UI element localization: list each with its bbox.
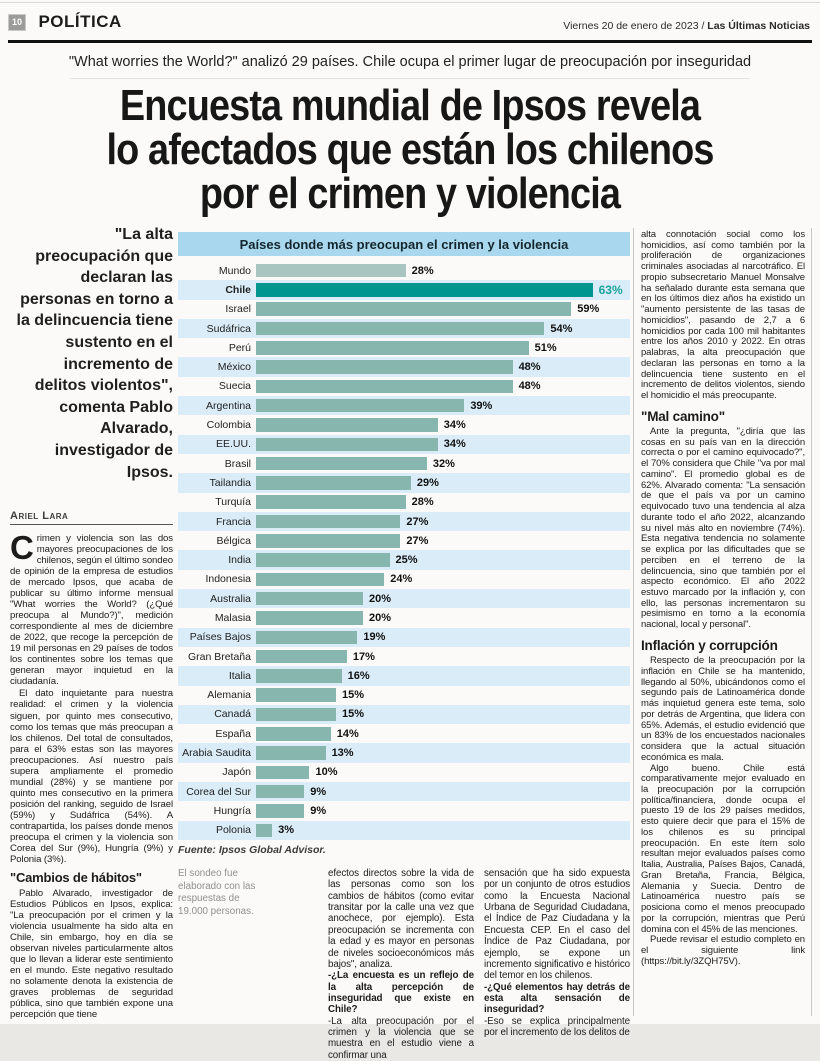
chart-bar [256, 553, 390, 567]
paragraph: efectos directos sobre la vida de las personas como son los cambios de hábitos (como evitar transitar por la calle una vez que anochece, por ejemplo). Esta preocupación se incrementa con la edad y es mayor en personas de niveles socioeconómicos más bajos", analiza. [328, 868, 474, 970]
headline-line-3: por el crimen y violencia [199, 169, 621, 218]
chart-bar [256, 650, 347, 664]
chart-bar-track [256, 686, 630, 705]
chart-value-label: 27% [406, 534, 429, 547]
paragraph: alta connotación social como los homicidios, así como también por la proliferación de organizaciones criminales asociadas al narcotráfico. El propio subsecretario Manuel Monsalve ha señalado durante esta semana que en los últimos diez años ha existido un "aumento persistente de las tasas de homicidios", pasando de 2,7 a 6 homicidios por cada 100 mil habitantes entre los años 2010 y 2022. En otras palabras, la alta preocupación que declaran las personas en torno a la delincuencia tiene sustento en el incremento de delitos violentos, siendo el homicidio el más preocupante. [641, 229, 805, 402]
chart-bar [256, 438, 438, 452]
chart-value-label: 29% [416, 476, 439, 489]
chart-category-label: México [217, 361, 251, 374]
chart-category-label: España [215, 727, 251, 740]
chart-row [178, 300, 630, 319]
chart-bar [256, 746, 326, 760]
chart-value-label: 15% [342, 708, 365, 721]
interview-question: -¿La encuesta es un reflejo de la alta percepción de inseguridad que existe en Chile? [328, 970, 474, 1016]
chart-category-label: Canadá [214, 708, 251, 721]
section-title: POLÍTICA [38, 12, 122, 31]
chart-bar-track [256, 454, 630, 473]
chart-category-label: Alemania [207, 689, 251, 702]
chart-bar [256, 824, 272, 838]
chart-value-label: 28% [411, 496, 434, 509]
paragraph-text: rimen y violencia son las dos mayores preocupaciones de los chilenos, según el último sondeo de opinión de la empresa de estudios de mercado Ipsos, que acaba de publicar su último informe mensual "What worries the World? (¿Qué preocupa al Mundo?)", medición correspondiente al mes de diciembre de 2022, que recoge la percepción de 19 mil personas en 29 países de todos los continentes sobre los temas que generan mayor inquietud en la ciudadanía. [10, 533, 173, 688]
chart-value-label: 51% [534, 341, 557, 354]
chart-bar-track [256, 801, 630, 820]
chart-value-label: 20% [368, 611, 391, 624]
chart-category-label: Gran Bretaña [187, 650, 251, 663]
chart-bar-track [256, 743, 630, 762]
chart-bar [256, 669, 342, 683]
chart-value-label: 59% [577, 303, 600, 316]
chart-value-label: 63% [598, 282, 623, 297]
chart-value-label: 24% [390, 573, 413, 586]
chart-row [178, 396, 630, 415]
chart-category-label: Australia [210, 592, 251, 605]
chart-bar-track [256, 319, 630, 338]
chart-row [178, 435, 630, 454]
chart-bar-track [256, 357, 630, 376]
bar-chart [178, 232, 630, 856]
subhead-cambios-de-habitos: "Cambios de hábitos" [10, 869, 142, 885]
chart-bar [256, 302, 571, 316]
kicker: "What worries the World?" analizó 29 países. Chile ocupa el primer lugar de preocupación por inseguridad [68, 54, 752, 70]
chart-value-label: 39% [470, 399, 493, 412]
chart-bar [256, 631, 357, 645]
subhead-inflacion-y-corrupcion: Inflación y corrupción [641, 637, 778, 653]
chart-value-label: 16% [347, 669, 370, 682]
chart-rows [178, 261, 630, 840]
chart-category-label: Perú [228, 341, 251, 354]
chart-bar [256, 727, 331, 741]
chart-bar-track [256, 300, 630, 319]
subhead-mal-camino: "Mal camino" [641, 408, 725, 424]
byline: Ariel Lara [10, 510, 173, 525]
chart-category-label: Italia [228, 669, 251, 682]
chart-value-label: 25% [395, 554, 418, 567]
chart-bar-track [256, 782, 630, 801]
chart-row [178, 782, 630, 801]
chart-bar [256, 708, 336, 722]
date-text: Viernes 20 de enero de 2023 / [563, 20, 708, 32]
chart-bar-track [256, 589, 630, 608]
chart-bar-track [256, 377, 630, 396]
paragraph: Pablo Alvarado, investigador de Estudios Públicos en Ipsos, explica: "La preocupación por el crimen y la violencia usualmente ha sido alta en Chile, sin embargo, hoy en día se observan niveles particularmente altos que lo llevan a liderar este sentimiento en el mundo. Este negativo resultado no solamente denota la existencia de graves problemas de seguridad pública, sino que también expone una percepción que tiene [10, 887, 173, 1021]
chart-bar-track [256, 705, 630, 724]
chart-bar-track [256, 724, 630, 743]
chart-value-label: 3% [278, 824, 294, 837]
chart-category-label: Brasil [224, 457, 251, 470]
chart-value-label: 48% [518, 361, 541, 374]
chart-value-label: 9% [310, 785, 327, 798]
chart-bar-track [256, 435, 630, 454]
column-gap [266, 868, 328, 1016]
bottom-column-2 [484, 868, 630, 1039]
chart-row [178, 454, 630, 473]
chart-bar-track [256, 396, 630, 415]
chart-bar-track [256, 550, 630, 569]
chart-row [178, 377, 630, 396]
chart-row [178, 705, 630, 724]
chart-category-label: Arabia Saudita [182, 747, 251, 760]
chart-bar-track [256, 415, 630, 434]
chart-bar-track [256, 493, 630, 512]
paragraph: Algo bueno. Chile está comparativamente mejor evaluado en la preocupación por la corrupción política/financiera, donde ocupa el puesto 19 de los 29 países medidos, esto quiere decir que para el 15% de los chilenos es su principal preocupación. En este ítem solo resultan mejor evaluados países como Italia, Australia, Países Bajos, Canadá, Gran Bretaña, Francia, Bélgica, Alemania y Suecia. Dentro de Latinoamérica nuestro país se posiciona como el menos preocupado por la corrupción, mientras que Perú domina con el 45% de las menciones. [641, 762, 805, 935]
pull-quote: "La alta preocupación que declaran las personas en torno a la delincuencia tiene sustento en el incremento de delitos violentos", comenta Pablo Alvarado, investigador de Ipsos. [16, 226, 173, 481]
chart-category-label: Argentina [206, 399, 251, 412]
chart-row [178, 550, 630, 569]
paragraph: El dato inquietante para nuestra realidad: el crimen y la violencia siguen, por quinto mes consecutivo, como los temas que más preocupan a los chilenos. Del total de consultados, para el 63% estas son las mayores preocupaciones. Así nuestro país supera ampliamente el promedio mundial (28%) y se mantiene por quinto mes consecutivo en la primera posición del ranking, seguido de Israel (59%) y Sudáfrica (54%). A contrapartida, los países donde menos preocupa el crimen y la violencia son Corea del Sur (9%), Hungría (9%) y Polonia (3%). [10, 688, 173, 865]
chart-source: Fuente: Ipsos Global Advisor. [178, 843, 326, 856]
chart-category-label: Hungría [213, 804, 251, 817]
header-rule [8, 40, 812, 43]
chart-value-label: 27% [406, 515, 429, 528]
page-number-badge: 10 [8, 14, 26, 31]
chart-row [178, 319, 630, 338]
chart-value-label: 15% [342, 689, 365, 702]
kicker-rule [70, 78, 750, 79]
chart-value-label: 19% [363, 631, 386, 644]
chart-value-label: 9% [310, 804, 327, 817]
masthead-name: Las Últimas Noticias [707, 20, 810, 32]
chart-bar [256, 515, 400, 529]
paragraph [10, 529, 173, 688]
chart-category-label: Sudáfrica [206, 322, 251, 335]
chart-bar-track [256, 666, 630, 685]
chart-value-label: 28% [411, 264, 434, 277]
chart-category-label: Indonesia [205, 573, 251, 586]
bottom-column-1 [328, 868, 474, 1061]
paragraph: Respecto de la preocupación por la inflación en Chile se ha mantenido, llegando al 50%, ubicándonos como el segundo país de Latinoamérica donde más inquietud genera este tema, solo por detrás de Argentina, que lidera con 65%. Además, el estudio evidenció que un 83% de los encuestados nacionales considera que la actual situación económica es mala. [641, 655, 805, 763]
chart-row [178, 493, 630, 512]
chart-bar-track [256, 280, 630, 299]
survey-note: El sondeo fue elaborado con las respuestas de 19.000 personas. [178, 868, 256, 918]
chart-bar-track [256, 570, 630, 589]
chart-category-label: Bélgica [216, 534, 251, 547]
chart-category-label: Corea del Sur [186, 785, 251, 798]
headline-line-2: lo afectados que están los chilenos [106, 125, 714, 174]
bottom-middle-columns [178, 868, 630, 1061]
chart-value-label: 48% [518, 380, 541, 393]
chart-row [178, 608, 630, 627]
chart-row [178, 628, 630, 647]
chart-category-label: EE.UU. [215, 438, 251, 451]
chart-row [178, 280, 630, 299]
chart-bar [256, 399, 464, 413]
chart-category-label: Tailandia [209, 476, 251, 489]
chart-bar [256, 283, 593, 297]
chart-bar-track [256, 473, 630, 492]
chart-value-label: 14% [336, 727, 359, 740]
chart-row [178, 724, 630, 743]
interview-question: -¿Qué elementos hay detrás de esta alta sensación de inseguridad? [484, 981, 630, 1016]
chart-row [178, 763, 630, 782]
chart-bar [256, 688, 336, 702]
chart-bar [256, 785, 304, 799]
chart-bar [256, 264, 406, 278]
chart-row [178, 647, 630, 666]
chart-bar-track [256, 608, 630, 627]
headline-line-1: Encuesta mundial de Ipsos revela [119, 81, 701, 130]
chart-row [178, 512, 630, 531]
chart-bar [256, 380, 513, 394]
chart-category-label: Países Bajos [189, 631, 251, 644]
chart-bar [256, 804, 304, 818]
chart-value-label: 34% [443, 438, 466, 451]
chart-bar [256, 418, 438, 432]
chart-bar-track [256, 628, 630, 647]
chart-bar [256, 611, 363, 625]
chart-value-label: 34% [443, 419, 466, 432]
drop-cap: C [10, 529, 34, 566]
right-column [633, 228, 812, 1016]
chart-bar-track [256, 763, 630, 782]
article-right-text [641, 230, 805, 968]
chart-row [178, 801, 630, 820]
chart-category-label: Chile [225, 283, 251, 296]
interview-answer: -Eso se explica principalmente por el incremento de los delitos de [484, 1015, 630, 1039]
chart-category-label: Colombia [206, 419, 251, 432]
chart-bar [256, 766, 309, 780]
top-hairline [0, 2, 820, 3]
chart-bar [256, 592, 363, 606]
chart-value-label: 54% [550, 322, 573, 335]
chart-row [178, 570, 630, 589]
chart-bar-track [256, 821, 630, 840]
chart-bar [256, 495, 406, 509]
chart-value-label: 10% [315, 766, 338, 779]
chart-value-label: 32% [432, 457, 455, 470]
chart-bar [256, 322, 544, 336]
headline [0, 81, 820, 218]
chart-bar-track [256, 512, 630, 531]
chart-bar [256, 573, 384, 587]
chart-value-label: 17% [352, 650, 375, 663]
chart-row [178, 357, 630, 376]
paragraph-study-link: Puede revisar el estudio completo en el siguiente link (https://bit.ly/3ZQH75V). [641, 934, 805, 967]
chart-bar-track [256, 338, 630, 357]
chart-bar [256, 360, 513, 374]
chart-category-label: Malasia [214, 611, 251, 624]
chart-bar [256, 534, 400, 548]
interview-answer: -La alta preocupación por el crimen y la violencia que se muestra en el estudio viene a confirmar una [328, 1015, 474, 1061]
paragraph: sensación que ha sido expuesta por un conjunto de otros estudios como la Encuesta Nacional Urbana de Seguridad Ciudadana, el Índice de Paz Ciudadana y la Encuesta CEP. En el caso del Índice de Paz Ciudadana, por ejemplo, se expone un incremento significativo e histórico del temor en los chilenos. [484, 868, 630, 982]
chart-bar-track [256, 261, 630, 280]
chart-bar [256, 341, 529, 355]
page-header [8, 12, 812, 38]
chart-category-label: Suecia [218, 380, 251, 393]
chart-row [178, 338, 630, 357]
chart-value-label: 20% [368, 592, 391, 605]
chart-bar-track [256, 647, 630, 666]
date-line [563, 20, 810, 32]
article-left-text [10, 529, 173, 1021]
chart-bar [256, 476, 411, 490]
chart-bar-track [256, 531, 630, 550]
chart-category-label: Japón [222, 766, 251, 779]
chart-row [178, 531, 630, 550]
chart-row [178, 473, 630, 492]
chart-row [178, 686, 630, 705]
chart-category-label: Turquía [215, 496, 251, 509]
chart-row [178, 666, 630, 685]
chart-category-label: India [228, 554, 251, 567]
chart-category-label: Israel [225, 303, 251, 316]
chart-category-label: Mundo [218, 264, 251, 277]
chart-title: Países donde más preocupan el crimen y la violencia [178, 232, 630, 256]
left-column [10, 224, 173, 1021]
chart-row [178, 589, 630, 608]
paragraph: Ante la pregunta, "¿diría que las cosas en su país van en la dirección correcta o por el camino equivocado?", el 70% considera que Chile "va por mal camino". El promedio global es de 62%. Alvarado comenta: "La sensación de que el país va por un camino equivocado tuvo una tendencia al alza durante todo el año 2022, alcanzando su nivel más alto en noviembre (74%). Esta negativa tendencia no solamente se explica por las dificultades que se perciben en el terreno de la delincuencia, sino que también por el aspecto económico. El año 2022 estuvo marcado por la inflación y, con ello, las personas incrementaron su pesimismo en torno a la economía nacional, local y personal". [641, 426, 805, 631]
chart-category-label: Polonia [215, 824, 251, 837]
chart-row [178, 415, 630, 434]
chart-row [178, 821, 630, 840]
chart-category-label: Francia [215, 515, 251, 528]
chart-row [178, 743, 630, 762]
chart-row [178, 261, 630, 280]
chart-bar [256, 457, 427, 471]
chart-value-label: 13% [331, 747, 354, 760]
